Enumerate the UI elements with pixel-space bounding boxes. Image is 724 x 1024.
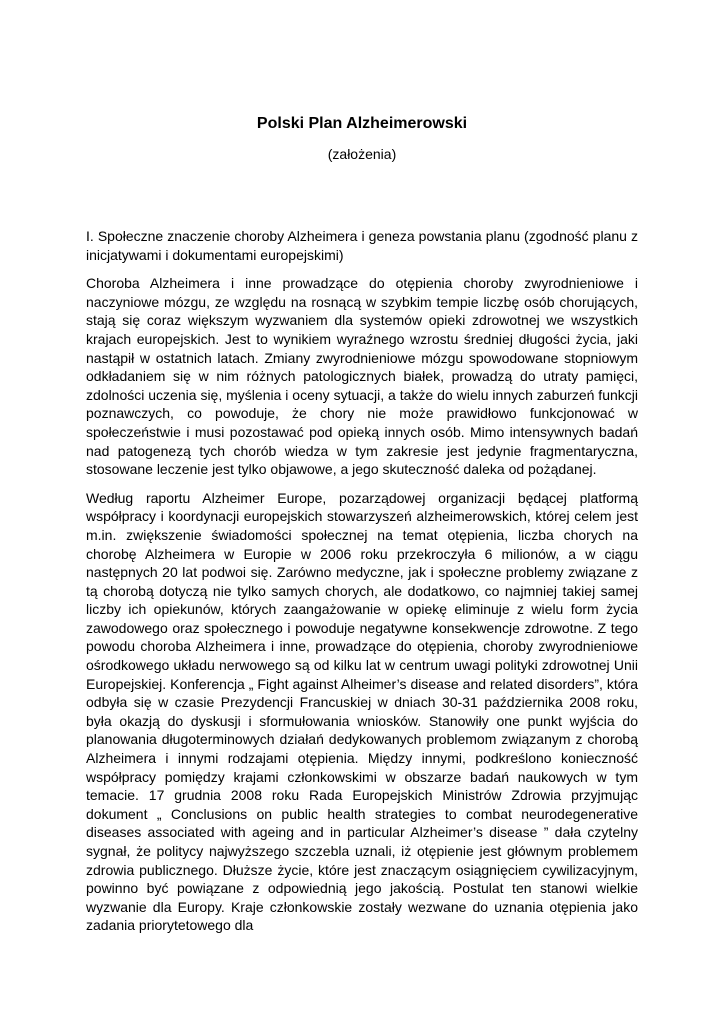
body-paragraph-2: Według raportu Alzheimer Europe, pozarządowej organizacji będącej platformą współpracy i koordynacji europejskich stowarzyszeń alzheimerowskich, której celem jest m.in. zwiększenie świadomości społecznej na temat otępienia, liczba chorych na chorobę Alzheimera w Europie w 2006 roku przekroczyła 6 milionów, a w ciągu następnych 20 lat podwoi się. Zarówno medyczne, jak i społeczne problemy związane z tą chorobą dotyczą nie tylko samych chorych, ale dodatkowo, co najmniej takiej samej liczby ich opiekunów, których zaangażowanie w opiekę eliminuje z wielu form życia zawodowego oraz społecznego i powoduje negatywne konsekwencje zdrowotne. Z tego powodu choroba Alzheimera i inne, prowadzące do otępienia, choroby zwyrodnieniowe ośrodkowego układu nerwowego są od kilku lat w centrum uwagi polityki zdrowotnej Unii Europejskiej. Konferencja „ Fight against Alheimer’s disease and related disorders”, która odbyła się w czasie Prezydencji Francuskiej w dniach 30-31 października 2008 roku, była okazją do dyskusji i sformułowania wniosków. Stanowiły one punkt wyjścia do planowania długoterminowych działań dedykowanych problemom związanym z chorobą Alzheimera i innymi rodzajami otępienia. Między innymi, podkreślono konieczność współpracy pomiędzy krajami członkowskimi w obszarze badań naukowych w tym temacie. 17 grudnia 2008 roku Rada Europejskich Ministrów Zdrowia przyjmując dokument „ Conclusions on public health strategies to combat neurodegenerative diseases associated with ageing and in particular Alzheimer’s disease ” dała czytelny sygnał, że politycy najwyższego szczebla uznali, iż otępienie jest głównym problemem zdrowia publicznego. Dłuższe życie, które jest znaczącym osiągnięciem cywilizacyjnym, powinno być powiązane z odpowiednią jego jakością. Postulat ten stanowi wielkie wyzwanie dla Europy. Kraje członkowskie zostały wezwane do uznania otępienia jako zadania priorytetowego dla: [86, 489, 638, 934]
section-heading: I. Społeczne znaczenie choroby Alzheimera i geneza powstania planu (zgodność planu z inicjatywami i dokumentami europejskimi): [86, 228, 638, 263]
document-body: [86, 227, 638, 945]
document-title: Polski Plan Alzheimerowski: [256, 115, 468, 132]
document-subtitle: (założenia): [327, 146, 397, 162]
body-paragraph-1: Choroba Alzheimera i inne prowadzące do otępienia choroby zwyrodnieniowe i naczyniowe mózgu, ze względu na rosnącą w szybkim tempie liczbę osób chorujących, stają się coraz większym wyzwaniem dla systemów opieki zdrowotnej we wszystkich krajach europejskich. Jest to wynikiem wyraźnego wzrostu średniej długości życia, jaki nastąpił w ostatnich latach. Zmiany zwyrodnieniowe mózgu spowodowane stopniowym odkładaniem się w nim różnych patologicznych białek, prowadzą do utraty pamięci, zdolności uczenia się, myślenia i oceny sytuacji, a także do wielu innych zaburzeń funkcji poznawczych, co powoduje, że chory nie może prawidłowo funkcjonować w społeczeństwie i musi pozostawać pod opieką innych osób. Mimo intensywnych badań nad patogenezą tych chorób wiedza w tym zakresie jest jedynie fragmentaryczna, stosowane leczenie jest tylko objawowe, a jego skuteczność daleka od pożądanej.: [86, 275, 638, 478]
